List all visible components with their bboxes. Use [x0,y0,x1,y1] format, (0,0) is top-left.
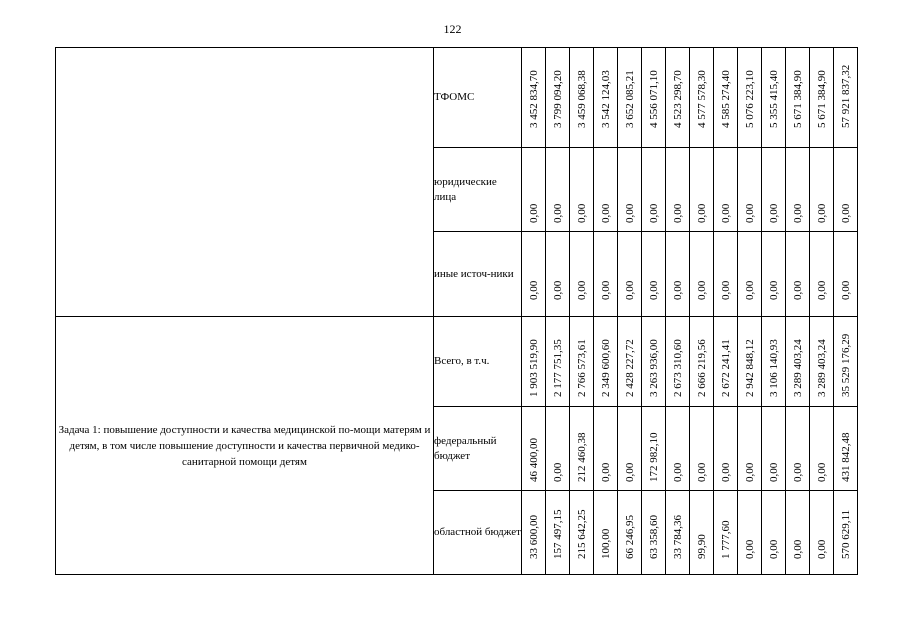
funding-source-cell: Всего, в т.ч. [434,317,522,407]
value-cell [738,232,762,317]
value-cell [618,491,642,575]
value-cell [570,48,594,148]
value-cell [594,232,618,317]
value-cell [546,148,570,232]
value-cell [522,491,546,575]
value-cell [522,317,546,407]
value-cell [834,48,858,148]
value-text: 172 982,10 [647,432,660,482]
value-cell [618,317,642,407]
value-text: 0,00 [767,462,780,482]
value-cell [714,148,738,232]
value-cell [642,148,666,232]
value-text: 0,00 [743,462,756,482]
value-text: 0,00 [671,462,684,482]
task-cell: Задача 1: повышение доступности и качества медицинской по-мощи матерям и детям, в том числе повышение доступности и качества первичной медико-санитарной помощи детям [56,317,434,575]
value-text: 35 529 176,29 [839,333,852,397]
value-cell [810,491,834,575]
value-text: 0,00 [623,203,636,223]
value-text: 2 666 219,56 [695,339,708,397]
value-cell [570,407,594,491]
value-cell [690,317,714,407]
value-cell [570,232,594,317]
value-text: 0,00 [599,462,612,482]
value-text: 157 497,15 [551,509,564,559]
value-cell [546,48,570,148]
value-cell [786,48,810,148]
value-cell [666,232,690,317]
value-text: 63 358,60 [647,515,660,559]
value-cell [810,232,834,317]
value-text: 3 452 834,70 [527,70,540,128]
value-cell [618,48,642,148]
value-cell [834,317,858,407]
value-cell [786,232,810,317]
value-text: 4 556 071,10 [647,70,660,128]
value-text: 33 784,36 [671,515,684,559]
value-cell [786,491,810,575]
funding-source-cell: федеральный бюджет [434,407,522,491]
value-cell [618,148,642,232]
value-cell [522,148,546,232]
value-cell [642,317,666,407]
value-cell [690,232,714,317]
value-text: 1 777,60 [719,520,732,559]
value-text: 2 349 600,60 [599,339,612,397]
value-cell [762,232,786,317]
value-text: 5 671 384,90 [791,70,804,128]
value-cell [594,317,618,407]
funding-source-cell: иные источ-ники [434,232,522,317]
value-cell [834,148,858,232]
value-text: 0,00 [695,462,708,482]
value-cell [714,232,738,317]
value-text: 0,00 [551,280,564,300]
value-text: 570 629,11 [839,509,852,559]
value-text: 0,00 [791,462,804,482]
value-text: 66 246,95 [623,515,636,559]
value-text: 0,00 [695,203,708,223]
value-cell [690,48,714,148]
value-text: 2 428 227,72 [623,339,636,397]
value-text: 0,00 [551,462,564,482]
value-text: 5 671 384,90 [815,70,828,128]
value-text: 0,00 [767,203,780,223]
value-text: 0,00 [815,280,828,300]
value-cell [762,407,786,491]
value-text: 3 289 403,24 [815,339,828,397]
value-cell [810,148,834,232]
value-text: 3 289 403,24 [791,339,804,397]
value-cell [522,232,546,317]
value-text: 0,00 [743,203,756,223]
value-cell [546,407,570,491]
value-text: 2 673 310,60 [671,339,684,397]
value-cell [642,407,666,491]
value-cell [618,232,642,317]
value-text: 100,00 [599,528,612,559]
value-text: 2 672 241,41 [719,339,732,397]
value-cell [786,148,810,232]
funding-source-cell: областной бюджет [434,491,522,575]
value-cell [642,232,666,317]
value-cell [690,491,714,575]
value-text: 57 921 837,32 [839,64,852,128]
value-text: 0,00 [647,203,660,223]
value-text: 0,00 [599,280,612,300]
value-text: 0,00 [815,203,828,223]
value-text: 0,00 [719,203,732,223]
value-text: 0,00 [575,203,588,223]
value-text: 0,00 [791,203,804,223]
value-cell [714,407,738,491]
value-text: 46 400,00 [527,438,540,482]
value-text: 215 642,25 [575,509,588,559]
value-text: 0,00 [671,203,684,223]
value-text: 3 106 140,93 [767,339,780,397]
value-text: 0,00 [527,203,540,223]
value-cell [546,317,570,407]
budget-table-body [56,48,858,575]
value-text: 0,00 [623,280,636,300]
value-text: 4 523 298,70 [671,70,684,128]
value-cell [546,232,570,317]
value-cell [594,148,618,232]
value-text: 3 799 094,20 [551,70,564,128]
value-cell [834,407,858,491]
value-text: 0,00 [815,539,828,559]
value-text: 0,00 [791,280,804,300]
value-cell [642,48,666,148]
value-text: 1 903 519,90 [527,339,540,397]
value-cell [738,48,762,148]
value-cell [666,407,690,491]
value-text: 2 942 848,12 [743,339,756,397]
value-cell [618,407,642,491]
funding-source-cell: ТФОМС [434,48,522,148]
value-text: 0,00 [719,462,732,482]
value-text: 431 842,48 [839,432,852,482]
value-text: 212 460,38 [575,432,588,482]
value-cell [714,317,738,407]
value-text: 5 076 223,10 [743,70,756,128]
value-text: 3 542 124,03 [599,70,612,128]
value-cell [594,491,618,575]
value-cell [642,491,666,575]
value-text: 33 600,00 [527,515,540,559]
value-text: 2 177 751,35 [551,339,564,397]
value-text: 0,00 [791,539,804,559]
value-text: 0,00 [839,280,852,300]
value-cell [522,407,546,491]
value-text: 0,00 [743,539,756,559]
table-row [56,48,858,148]
table-row [56,317,858,407]
value-cell [810,317,834,407]
value-cell [546,491,570,575]
value-text: 0,00 [767,280,780,300]
funding-source-cell: юридические лица [434,148,522,232]
value-cell [834,491,858,575]
value-cell [738,148,762,232]
value-cell [738,491,762,575]
value-cell [594,407,618,491]
task-cell [56,48,434,317]
value-cell [834,232,858,317]
value-text: 0,00 [671,280,684,300]
value-cell [738,407,762,491]
value-text: 99,90 [695,534,708,559]
value-text: 0,00 [719,280,732,300]
value-text: 0,00 [767,539,780,559]
value-text: 4 585 274,40 [719,70,732,128]
value-cell [714,491,738,575]
value-text: 0,00 [575,280,588,300]
value-text: 0,00 [527,280,540,300]
value-cell [666,317,690,407]
value-cell [522,48,546,148]
value-text: 0,00 [695,280,708,300]
value-cell [666,148,690,232]
value-cell [786,317,810,407]
budget-table [55,47,858,575]
value-cell [762,48,786,148]
value-cell [714,48,738,148]
value-cell [786,407,810,491]
value-cell [738,317,762,407]
value-text: 5 355 415,40 [767,70,780,128]
value-text: 0,00 [743,280,756,300]
value-cell [594,48,618,148]
value-cell [810,407,834,491]
value-text: 0,00 [839,203,852,223]
value-cell [690,407,714,491]
value-text: 0,00 [815,462,828,482]
value-text: 0,00 [551,203,564,223]
value-text: 3 459 068,38 [575,70,588,128]
page-number: 122 [443,22,462,36]
value-cell [570,148,594,232]
value-text: 0,00 [623,462,636,482]
value-cell [810,48,834,148]
value-cell [690,148,714,232]
value-cell [570,491,594,575]
value-text: 3 652 085,21 [623,70,636,128]
value-cell [762,491,786,575]
value-cell [762,317,786,407]
value-cell [666,48,690,148]
value-text: 0,00 [599,203,612,223]
value-cell [762,148,786,232]
value-text: 3 263 936,00 [647,339,660,397]
value-text: 4 577 578,30 [695,70,708,128]
value-text: 2 766 573,61 [575,339,588,397]
value-text: 0,00 [647,280,660,300]
value-cell [570,317,594,407]
value-cell [666,491,690,575]
